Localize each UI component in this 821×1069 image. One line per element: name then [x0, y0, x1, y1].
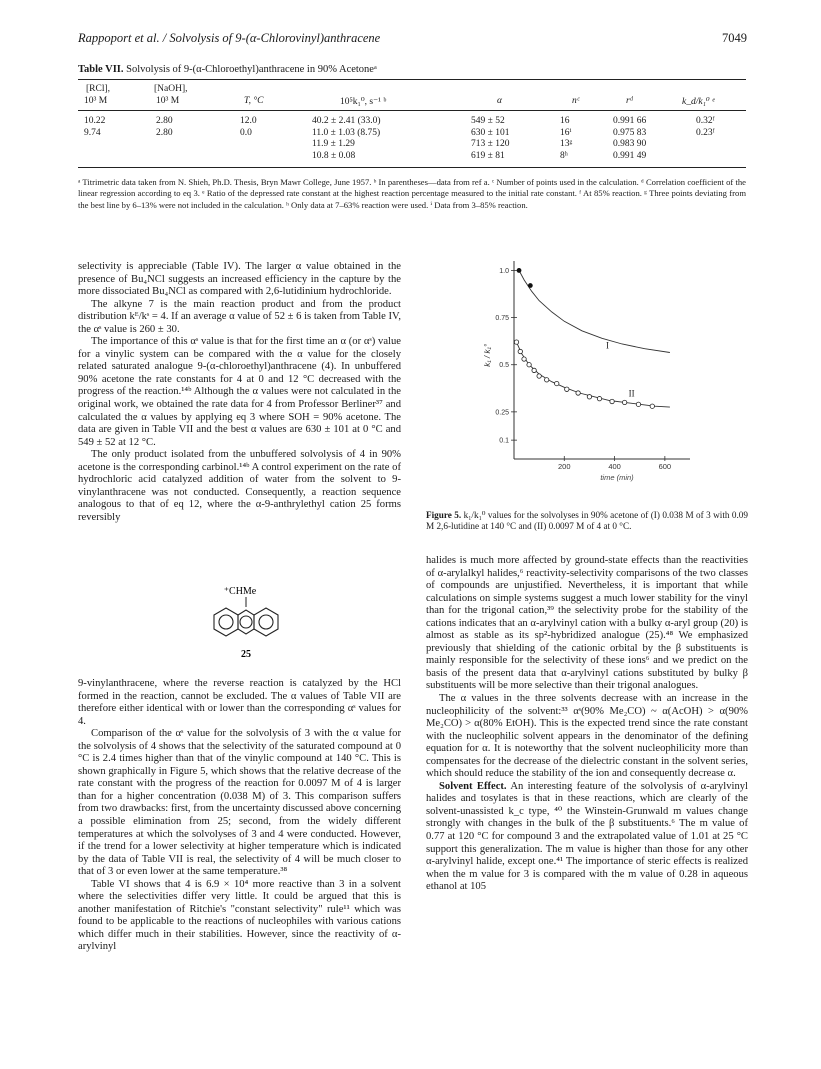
data-point [517, 268, 522, 273]
table-label: Table VII. [78, 64, 124, 75]
th-naoh-1: [NaOH], [154, 84, 188, 94]
data-point [650, 404, 654, 408]
left-column-bottom [78, 678, 401, 954]
th-rcl-1: [RCl], [86, 84, 111, 94]
table-cell: 0.991 49 [613, 150, 647, 161]
data-point [518, 349, 522, 353]
data-point [528, 283, 533, 288]
table-cell: 16 [560, 116, 570, 126]
data-point [522, 357, 526, 361]
paragraph [426, 781, 748, 894]
data-point [544, 378, 548, 382]
chart-axes [495, 261, 690, 471]
table-footnotes: ᵃ Titrimetric data taken from N. Shieh, Ph.D. Thesis, Bryn Mawr College, June 1957. ᵇ In parentheses—data from ref a. ᶜ Number of points used in the calculation. ᵈ Correlation coefficient of the linear regression according to eq 3. ᵉ Ratio of the depressed rate constant at the highest reaction percentage measured to the initial rate constant. ᶠ At 85% reaction. ᵍ Three points deviating from the best line by 6–13% were not included in the calculation. ʰ Only data at 7–63% reaction were used. ⁱ Data from 3–85% reaction. [78, 177, 746, 210]
table-caption: Solvolysis of 9-(α-Chloroethyl)anthracene in 90% Acetoneᵃ [126, 64, 377, 75]
data-point [565, 387, 569, 391]
table-cell: 2.80 [156, 127, 173, 138]
th-alpha: α [497, 96, 502, 106]
table-cell: 2.80 [156, 116, 173, 126]
table-cell: 0.0 [240, 127, 252, 138]
right-column [426, 555, 748, 894]
table-title [78, 64, 377, 75]
table-cell: 0.991 66 [613, 116, 647, 126]
table-cell: 11.0 ± 1.03 (8.75) [312, 127, 381, 138]
data-point [514, 340, 518, 344]
paragraph: The alkyne 7 is the main reaction product and from the product distribution kᴱ/kˢ = 4. If an average α value of 52 ± 6 is taken from Table IV, the αˢ value is 260 ± 30. [78, 298, 401, 335]
table-bottom-rule [78, 167, 746, 168]
table-cell: 11.9 ± 1.29 [312, 139, 355, 150]
th-n: nᶜ [572, 96, 580, 106]
figure-caption [426, 510, 748, 532]
data-point [576, 391, 580, 395]
paragraph: The α values in the three solvents decrease with an increase in the nucleophilicity of the solvent:³³ αˢ(90% Me₂CO) ~ α(AcOH) > α(90% Me₂CO) > α(80% EtOH). This is the expected trend since the rate constant with the nucleophilic solvent appears in the denominator of the defining equation for α. It is noteworthy that the solvent nucleophilicity more than compensates for the decrease of the dielectric constant in the solvent series, which should reduce the stability of the ion and consequently decrease α. [426, 693, 748, 780]
table-cell: 549 ± 52 [471, 116, 505, 126]
col-naoh [156, 116, 173, 139]
table-cell: 9.74 [84, 127, 101, 138]
table-cell: 13ᵍ [560, 139, 573, 150]
structure-substituent: ⁺CHMe [223, 586, 257, 597]
col-k1 [312, 116, 381, 162]
table-cell: 0.983 90 [613, 139, 647, 150]
data-point [527, 363, 531, 367]
y-tick-label: 0.75 [495, 315, 509, 323]
col-n [560, 116, 572, 162]
paragraph: Comparison of the αˢ value for the solvolysis of 3 with the α value for the solvolysis of 4 shows that the selectivity of the saturated compound at 0 °C is 2.4 times higher than that of the vinylic compound at 140 °C. This is shown graphically in Figure 5, which shows that the relative decrease of the rate constant with the progress of the reaction for 0.0097 M of 4 is larger than for a higher concentration (0.038 M) of 3. This comparison suffers from two drawbacks: first, from the uncertainty discussed above concerning a possible elimination from 25; second, from the widely different temperatures at which the solvolyses of 3 and 4 were conducted. However, if the trend for a lower selectivity at higher temperature which is indicated by the data of Table VII is real, the selectivity of 4 will be much closer to that of 3 or even lower at the same temperature.³⁸ [78, 728, 401, 878]
y-tick-label: 1.0 [499, 267, 509, 275]
col-kd [696, 116, 715, 139]
data-point [587, 395, 591, 399]
paragraph: The importance of this αˢ value is that for the first time an α (or αˢ) value for a vinylic system can be compared with the α value for the closely related saturated analogue 9-(α-chloroethyl)anthracene (4). In unbuffered 90% acetone the rate constants for 4 at 0 and 12 °C decreased with the progress of the reaction.¹⁴ᵇ Although the α values were not calculated in the original work, we obtained the rate data for 4 from Professor Berliner³⁷ and calculated the α values by applying eq 3 where SOH = 90% acetone. The data are given in Table VII and the best α values are 630 ± 101 at 0 °C and 549 ± 52 at 12 °C. [78, 336, 401, 448]
y-tick-label: 0.5 [499, 362, 509, 370]
table-top-rule [78, 79, 746, 80]
data-point [532, 368, 536, 372]
col-rcl [84, 116, 105, 139]
th-k1: 10⁵k₁⁰, s⁻¹ ᵇ [340, 97, 387, 107]
table-cell: 0.23ᶠ [696, 127, 715, 138]
paragraph: selectivity is appreciable (Table IV). The larger α value obtained in the presence of Bu₄NCl suggests an increased efficiency in the capture by the more dissociated Bu₄NCl as compared with 2,6-lutidinium hydrochloride. [78, 261, 401, 298]
col-alpha [471, 116, 509, 162]
x-tick-label: 600 [658, 462, 672, 471]
y-axis-label: k₁ / k₁° [483, 343, 492, 367]
y-tick-label: 0.25 [495, 409, 509, 417]
table-cell: 8ʰ [560, 150, 568, 161]
data-point [610, 399, 614, 403]
table-header-rule [78, 110, 746, 111]
anthracene-cation-structure [196, 585, 296, 675]
y-tick-label: 0.1 [499, 437, 509, 445]
data-point [537, 374, 541, 378]
table-cell: 12.0 [240, 116, 257, 126]
series-label: II [628, 388, 635, 399]
th-temperature: T, °C [244, 96, 264, 106]
series-curve [519, 270, 670, 352]
x-axis-label: time (min) [600, 473, 634, 482]
structure-label: 25 [241, 649, 251, 660]
running-title: Rappoport et al. / Solvolysis of 9-(α-Chlorovinyl)anthracene [78, 31, 381, 45]
table-cell: 630 ± 101 [471, 127, 510, 138]
x-tick-label: 200 [558, 462, 571, 471]
series-label: I [606, 340, 609, 351]
paragraph: Table VI shows that 4 is 6.9 × 10⁴ more reactive than 3 in a solvent where the selectivities differ very little. It could be argued that this is another manifestation of Ritchie's "constant selectivity" rule¹¹ which was found to be applicable to the reactions of nucleophiles with various cations which differ much in their stabilities. However, since the reactivity of α-arylvinyl [78, 878, 401, 953]
table-cell: 16ⁱ [560, 127, 572, 138]
paragraph: halides is much more affected by ground-state effects than the reactivities of α-arylalkyl halides,⁶ reactivity-selectivity comparisons of the two classes of compounds are unjustified. Nevertheless, it is important that while calculations on simple systems suggest a much lower stability for the vinyl than for the trigonal cation,³⁹ the selectivity probe for the stability of the cations indicates that an α-arylvinyl cation with a bulky α-aryl group (20) is almost as stable as its sp²-hybridized analogue (25).⁴⁸ We emphasized previously that shielding of the cationic orbital by the β substituents is mainly responsible for the selectivity of these ions⁶ and we predict on the basis of the present data that α-arylvinyl cations substituted by bulky β substituents will be more selective than their trigonal analogues. [426, 555, 748, 692]
table-cell: 0.32ᶠ [696, 116, 715, 126]
chart-curves [517, 270, 670, 407]
figure-5-chart [480, 253, 710, 493]
paragraph-text: An interesting feature of the solvolysis of α-arylvinyl halides and tosylates is that in these reactions, which are clearly of the solvent-unassisted k_c type, ⁴⁰ the Winstein-Grunwald m values change strongly with changes in the bulk of the β substituents.⁶ The m value of 0.77 at 120 °C for compound 3 and the extrapolated value of 1.01 at 25 °C support this generalization. The m value is higher than those for any other α-arylvinyl halide, except one.⁴¹ The importance of steric effects is realized when the m value for 3 is compared with the m value of 0.28 in aqueous ethanol at 105 [426, 780, 748, 893]
th-r: rᵈ [626, 96, 633, 106]
table-cell: 713 ± 120 [471, 139, 510, 150]
data-point [636, 402, 640, 406]
chart-points [514, 268, 654, 408]
th-kd: k_d/k₁⁰ ᵉ [682, 97, 715, 107]
data-point [555, 381, 559, 385]
th-rcl-2: 10³ M [84, 96, 108, 106]
table-cell: 0.975 83 [613, 127, 647, 138]
paragraph: The only product isolated from the unbuffered solvolysis of 4 in 90% acetone is the corresponding carbinol.¹⁴ᵇ A control experiment on the rate of hydrochloric acid catalyzed addition of water from the solvent to 9-vinylanthracene was not conducted. Consequently, a reaction sequence analogous to that of eq 12, where the α-9-anthrylethyl cation 25 forms reversibly [78, 449, 401, 523]
col-temperature [240, 116, 257, 139]
table-cell: 619 ± 81 [471, 150, 505, 161]
left-column-top [78, 261, 401, 524]
table-cell: 40.2 ± 2.41 (33.0) [312, 116, 381, 126]
table-cell: 10.8 ± 0.08 [312, 150, 356, 161]
x-tick-label: 400 [608, 462, 621, 471]
page-number: 7049 [722, 31, 747, 45]
figure-caption-label: Figure 5. [426, 510, 462, 520]
figure-caption-text: k₁/k₁⁰ values for the solvolyses in 90% acetone of (I) 0.038 M of 3 with 0.09 M 2,6-lutidine at 140 °C and (II) 0.0097 M of 4 at 0 °C. [426, 510, 748, 531]
data-point [597, 396, 601, 400]
paragraph: 9-vinylanthracene, where the reverse reaction is catalyzed by the HCl formed in the reaction, cannot be excluded. The α values of Table VII are therefore either identical with or lower than the corresponding αˢ values for 4. [78, 678, 401, 727]
section-heading-solvent-effect: Solvent Effect. [439, 780, 507, 792]
table-cell: 10.22 [84, 116, 106, 126]
col-r [613, 116, 646, 162]
th-naoh-2: 10³ M [156, 96, 180, 106]
data-point [622, 400, 626, 404]
